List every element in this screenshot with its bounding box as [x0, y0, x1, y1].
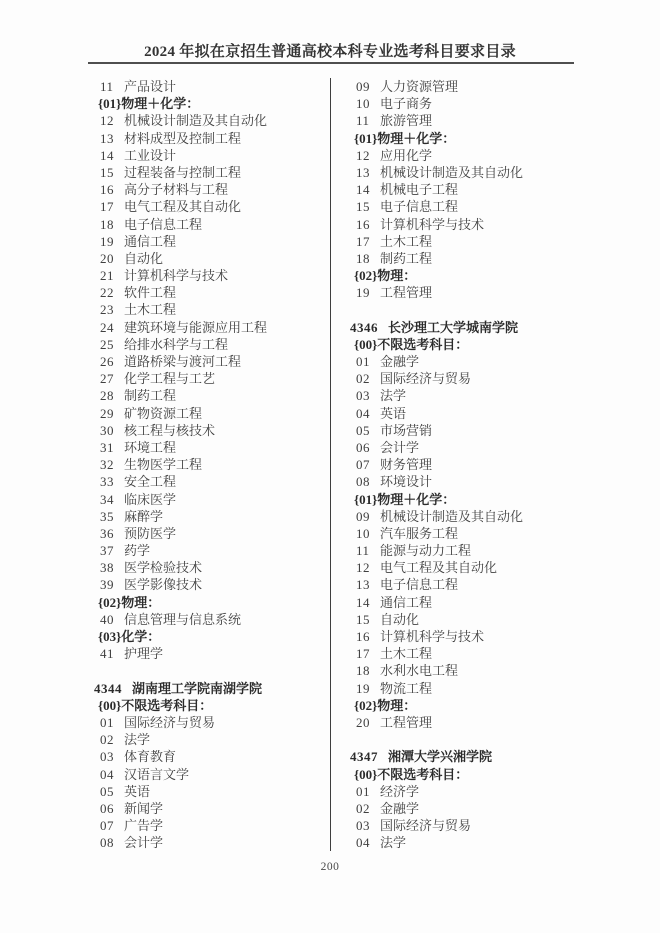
major-row — [88, 714, 330, 731]
major-code: 15 — [100, 164, 114, 180]
major-row — [344, 353, 574, 370]
major-code: 03 — [356, 388, 370, 404]
major-name: 市场营销 — [380, 422, 433, 438]
major-code: 24 — [100, 319, 114, 335]
major-name: 会计学 — [380, 439, 420, 455]
major-name: 环境工程 — [124, 439, 177, 455]
major-name: 水利水电工程 — [380, 663, 459, 679]
subject-requirement-row: {01}物理＋化学： — [354, 491, 456, 507]
major-row — [88, 800, 330, 817]
major-code: 41 — [100, 646, 114, 662]
subject-requirement-row: {01}物理＋化学： — [354, 130, 456, 146]
major-name: 过程装备与控制工程 — [124, 164, 242, 180]
major-code: 14 — [356, 182, 370, 198]
major-code: 06 — [356, 439, 370, 455]
major-name: 计算机科学与技术 — [124, 268, 229, 284]
page-number: 200 — [320, 861, 340, 873]
major-row — [88, 783, 330, 800]
major-code: 19 — [356, 285, 370, 301]
major-code: 04 — [356, 405, 370, 421]
major-row — [88, 370, 330, 387]
major-row — [88, 731, 330, 748]
major-name: 信息管理与信息系统 — [124, 611, 242, 627]
major-row — [344, 387, 574, 404]
major-row — [88, 387, 330, 404]
major-row — [88, 250, 330, 267]
major-name: 给排水科学与工程 — [124, 336, 229, 352]
subject-requirement-row: {02}物理： — [354, 697, 417, 713]
major-name: 环境设计 — [380, 474, 433, 490]
major-row — [88, 164, 330, 181]
major-name: 汉语言文学 — [124, 766, 190, 782]
major-name: 临床医学 — [124, 491, 177, 507]
major-row — [88, 491, 330, 508]
major-row — [344, 834, 574, 851]
major-name: 电子信息工程 — [380, 577, 459, 593]
major-row — [344, 576, 574, 593]
major-row — [88, 456, 330, 473]
major-row — [88, 284, 330, 301]
major-code: 11 — [100, 79, 114, 94]
subject-requirement-row: {03}化学： — [98, 629, 161, 644]
major-row — [88, 422, 330, 439]
major-row — [344, 628, 574, 645]
major-name: 核工程与核技术 — [124, 422, 216, 438]
major-code: 15 — [356, 199, 370, 215]
major-code: 31 — [100, 439, 114, 455]
major-row — [344, 783, 574, 800]
major-code: 15 — [356, 611, 370, 627]
major-code: 07 — [100, 818, 114, 834]
school-name: 湘潭大学兴湘学院 — [388, 749, 493, 765]
major-row — [88, 301, 330, 318]
major-code: 39 — [100, 577, 114, 593]
major-name: 应用化学 — [380, 147, 433, 163]
major-code: 38 — [100, 560, 114, 576]
title-divider — [88, 62, 574, 64]
major-row — [344, 800, 574, 817]
major-row — [344, 680, 574, 697]
major-code: 28 — [100, 388, 114, 404]
major-name: 工程管理 — [380, 714, 433, 730]
major-name: 国际经济与贸易 — [380, 371, 472, 387]
major-row — [344, 147, 574, 164]
major-row — [344, 662, 574, 679]
major-code: 12 — [356, 560, 370, 576]
major-code: 18 — [356, 250, 370, 266]
blank-row — [344, 731, 574, 748]
major-row — [344, 439, 574, 456]
school-header-row — [344, 748, 574, 765]
major-code: 16 — [356, 629, 370, 644]
major-row — [88, 559, 330, 576]
major-code: 40 — [100, 611, 114, 627]
major-code: 21 — [100, 268, 114, 284]
major-name: 材料成型及控制工程 — [124, 130, 242, 146]
major-name: 土木工程 — [380, 646, 433, 662]
major-code: 03 — [100, 749, 114, 765]
major-row — [88, 766, 330, 783]
major-code: 12 — [100, 113, 114, 129]
school-code: 4346 — [350, 319, 378, 335]
major-row — [88, 78, 330, 95]
major-name: 高分子材料与工程 — [124, 182, 229, 198]
major-row — [88, 611, 330, 628]
major-code: 07 — [356, 457, 370, 473]
major-code: 33 — [100, 474, 114, 490]
major-code: 29 — [100, 405, 114, 421]
major-name: 通信工程 — [124, 233, 177, 249]
major-name: 电子信息工程 — [124, 216, 203, 232]
major-row — [88, 405, 330, 422]
major-code: 13 — [356, 164, 370, 180]
major-row — [88, 112, 330, 129]
major-code: 17 — [356, 646, 370, 662]
blank-row — [88, 662, 330, 679]
major-row — [344, 198, 574, 215]
major-code: 11 — [356, 543, 370, 559]
major-name: 计算机科学与技术 — [380, 629, 485, 644]
major-name: 安全工程 — [124, 474, 177, 490]
major-code: 13 — [356, 577, 370, 593]
major-name: 电气工程及其自动化 — [124, 199, 242, 215]
major-code: 14 — [100, 147, 114, 163]
major-row — [344, 508, 574, 525]
major-row — [344, 422, 574, 439]
major-name: 医学检验技术 — [124, 560, 203, 576]
major-code: 01 — [100, 714, 114, 730]
major-row — [88, 834, 330, 851]
major-code: 22 — [100, 285, 114, 301]
major-row — [344, 78, 574, 95]
major-name: 制药工程 — [124, 388, 177, 404]
major-name: 体育教育 — [124, 749, 177, 765]
major-code: 03 — [356, 818, 370, 834]
major-code: 26 — [100, 354, 114, 369]
major-code: 17 — [356, 233, 370, 249]
major-code: 25 — [100, 336, 114, 352]
major-row — [88, 748, 330, 765]
major-name: 汽车服务工程 — [380, 525, 459, 541]
major-row — [344, 250, 574, 267]
major-name: 物流工程 — [380, 680, 433, 696]
major-row — [88, 508, 330, 525]
major-name: 英语 — [124, 783, 151, 799]
major-code: 10 — [356, 96, 370, 112]
major-row — [88, 542, 330, 559]
school-code: 4347 — [350, 749, 378, 765]
major-code: 35 — [100, 508, 114, 524]
school-name: 湖南理工学院南湖学院 — [132, 680, 263, 696]
major-code: 02 — [356, 800, 370, 816]
major-code: 10 — [356, 525, 370, 541]
major-row — [88, 576, 330, 593]
major-code: 02 — [356, 371, 370, 387]
major-code: 14 — [356, 594, 370, 610]
major-name: 土木工程 — [380, 233, 433, 249]
major-name: 工业设计 — [124, 147, 177, 163]
major-code: 09 — [356, 508, 370, 524]
major-code: 13 — [100, 130, 114, 146]
major-name: 药学 — [124, 543, 151, 559]
major-name: 经济学 — [380, 783, 420, 799]
major-name: 道路桥梁与渡河工程 — [124, 354, 242, 369]
major-row — [344, 456, 574, 473]
major-code: 23 — [100, 302, 114, 318]
major-name: 自动化 — [124, 250, 164, 266]
major-name: 电子商务 — [380, 96, 433, 112]
major-row — [344, 645, 574, 662]
major-name: 国际经济与贸易 — [124, 714, 216, 730]
major-name: 金融学 — [380, 800, 420, 816]
major-name: 法学 — [124, 732, 151, 748]
major-code: 16 — [356, 216, 370, 232]
major-row — [344, 817, 574, 834]
major-row — [344, 370, 574, 387]
major-code: 32 — [100, 457, 114, 473]
major-name: 电气工程及其自动化 — [380, 560, 498, 576]
column-left — [88, 78, 330, 851]
major-row — [88, 645, 330, 662]
major-row — [88, 439, 330, 456]
major-row — [344, 405, 574, 422]
major-name: 通信工程 — [380, 594, 433, 610]
major-row — [88, 353, 330, 370]
major-name: 工程管理 — [380, 285, 433, 301]
major-code: 08 — [100, 835, 114, 851]
major-name: 金融学 — [380, 354, 420, 369]
major-code: 19 — [356, 680, 370, 696]
major-row — [344, 611, 574, 628]
major-name: 法学 — [380, 835, 407, 851]
major-row — [344, 216, 574, 233]
major-row — [88, 817, 330, 834]
major-name: 法学 — [380, 388, 407, 404]
major-name: 化学工程与工艺 — [124, 371, 216, 387]
major-code: 09 — [356, 79, 370, 94]
major-row — [88, 319, 330, 336]
major-code: 01 — [356, 354, 370, 369]
subject-requirement-row: {00}不限选考科目： — [98, 697, 213, 713]
major-name: 新闻学 — [124, 800, 164, 816]
major-code: 30 — [100, 422, 114, 438]
major-row — [88, 130, 330, 147]
major-code: 20 — [356, 714, 370, 730]
major-code: 05 — [100, 783, 114, 799]
major-row — [88, 336, 330, 353]
page-title: 2024 年拟在京招生普通高校本科专业选考科目要求目录 — [144, 44, 516, 60]
major-code: 11 — [356, 113, 370, 129]
major-name: 医学影像技术 — [124, 577, 203, 593]
major-code: 18 — [100, 216, 114, 232]
school-name: 长沙理工大学城南学院 — [388, 319, 519, 335]
major-name: 旅游管理 — [380, 113, 433, 129]
major-name: 人力资源管理 — [380, 79, 459, 94]
major-name: 机械设计制造及其自动化 — [380, 508, 524, 524]
major-code: 18 — [356, 663, 370, 679]
column-right — [331, 78, 574, 851]
major-row — [344, 233, 574, 250]
major-name: 国际经济与贸易 — [380, 818, 472, 834]
major-code: 04 — [356, 835, 370, 851]
major-row — [88, 147, 330, 164]
subject-requirement-row: {01}物理＋化学： — [98, 96, 200, 112]
major-code: 27 — [100, 371, 114, 387]
major-name: 生物医学工程 — [124, 457, 203, 473]
major-row — [88, 473, 330, 490]
school-code: 4344 — [94, 680, 122, 696]
major-name: 麻醉学 — [124, 508, 164, 524]
major-code: 04 — [100, 766, 114, 782]
major-code: 12 — [356, 147, 370, 163]
major-code: 37 — [100, 543, 114, 559]
major-code: 05 — [356, 422, 370, 438]
major-name: 广告学 — [124, 818, 164, 834]
major-name: 财务管理 — [380, 457, 433, 473]
major-row — [344, 594, 574, 611]
major-code: 01 — [356, 783, 370, 799]
subject-requirement-row: {02}物理： — [98, 594, 161, 610]
content-columns — [88, 78, 574, 851]
major-row — [344, 284, 574, 301]
school-header-row — [88, 680, 330, 697]
subject-requirement-row: {00}不限选考科目： — [354, 336, 469, 352]
major-row — [88, 267, 330, 284]
major-code: 34 — [100, 491, 114, 507]
major-name: 土木工程 — [124, 302, 177, 318]
major-code: 19 — [100, 233, 114, 249]
major-code: 36 — [100, 525, 114, 541]
major-name: 会计学 — [124, 835, 164, 851]
major-row — [344, 112, 574, 129]
major-code: 20 — [100, 250, 114, 266]
major-name: 英语 — [380, 405, 407, 421]
major-name: 计算机科学与技术 — [380, 216, 485, 232]
major-name: 预防医学 — [124, 525, 177, 541]
major-code: 08 — [356, 474, 370, 490]
major-name: 机械电子工程 — [380, 182, 459, 198]
school-header-row — [344, 319, 574, 336]
major-code: 16 — [100, 182, 114, 198]
major-row — [344, 714, 574, 731]
major-row — [88, 233, 330, 250]
major-row — [88, 216, 330, 233]
major-row — [88, 198, 330, 215]
major-row — [344, 525, 574, 542]
major-row — [344, 95, 574, 112]
major-code: 06 — [100, 800, 114, 816]
major-row — [344, 542, 574, 559]
major-name: 能源与动力工程 — [380, 543, 472, 559]
major-code: 02 — [100, 732, 114, 748]
major-name: 产品设计 — [124, 79, 177, 94]
blank-row — [344, 301, 574, 318]
major-row — [344, 181, 574, 198]
major-name: 自动化 — [380, 611, 420, 627]
major-row — [344, 164, 574, 181]
major-name: 矿物资源工程 — [124, 405, 203, 421]
major-name: 制药工程 — [380, 250, 433, 266]
major-row — [88, 525, 330, 542]
major-name: 护理学 — [124, 646, 164, 662]
major-row — [344, 559, 574, 576]
major-name: 机械设计制造及其自动化 — [380, 164, 524, 180]
major-row — [88, 181, 330, 198]
major-name: 电子信息工程 — [380, 199, 459, 215]
major-name: 建筑环境与能源应用工程 — [124, 319, 268, 335]
major-name: 软件工程 — [124, 285, 177, 301]
major-code: 17 — [100, 199, 114, 215]
subject-requirement-row: {02}物理： — [354, 268, 417, 284]
subject-requirement-row: {00}不限选考科目： — [354, 766, 469, 782]
major-row — [344, 473, 574, 490]
major-name: 机械设计制造及其自动化 — [124, 113, 268, 129]
